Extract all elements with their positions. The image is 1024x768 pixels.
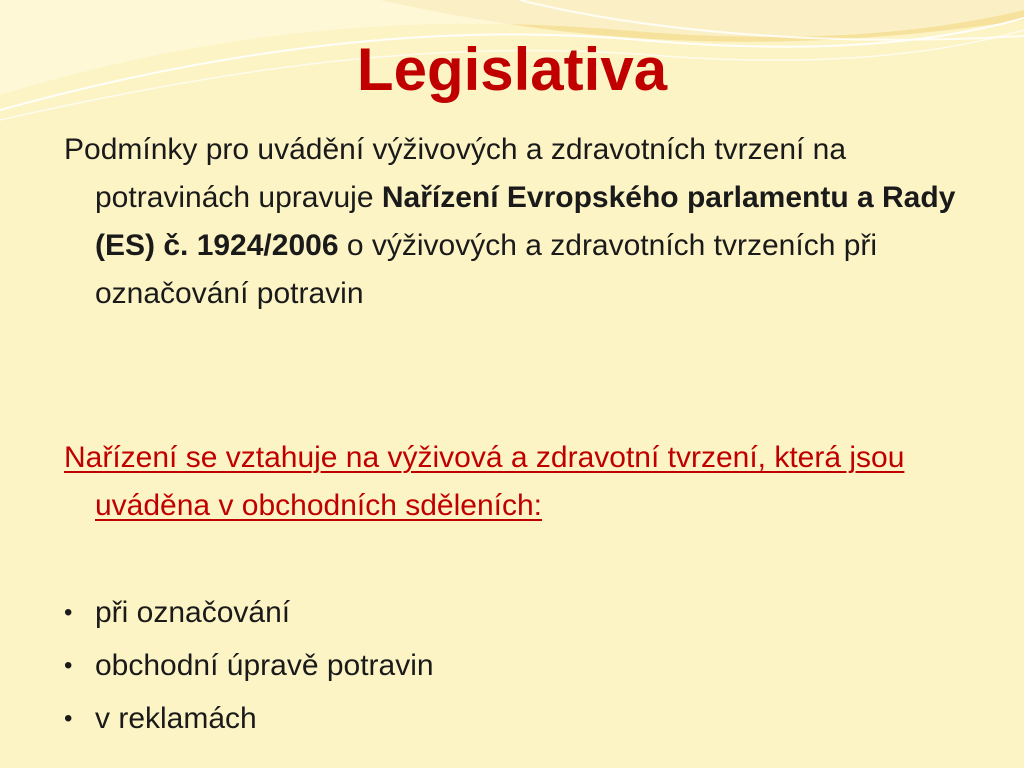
bullet-marker: • (64, 652, 73, 679)
regulation-name: Nařízení Evropského parlamentu a Rady (ES) č. 1924/2006 (95, 181, 956, 262)
intro-text-after: o výživových a zdravotních tvrzeních při označování potravin (95, 229, 878, 310)
bullet-marker: • (64, 599, 73, 626)
slide-title: Legislativa (356, 36, 668, 103)
bullet-item (64, 639, 434, 692)
scope-paragraph[interactable] (64, 434, 985, 530)
bullet-item (64, 692, 434, 745)
intro-text-before: Podmínky pro uvádění výživových a zdravotních tvrzení na potravinách upravuje (64, 133, 847, 214)
intro-paragraph (64, 126, 985, 318)
bullet-marker: • (64, 705, 73, 732)
bullet-item (64, 586, 434, 639)
bullet-list (64, 586, 434, 745)
bullet-text: při označování (95, 596, 291, 629)
bullet-text: v reklamách (95, 702, 257, 735)
scope-link-text[interactable]: Nařízení se vztahuje na výživová a zdravotní tvrzení, která jsou uváděna v obchodních sděleních: (64, 441, 905, 522)
bullet-text: obchodní úpravě potravin (95, 649, 434, 682)
